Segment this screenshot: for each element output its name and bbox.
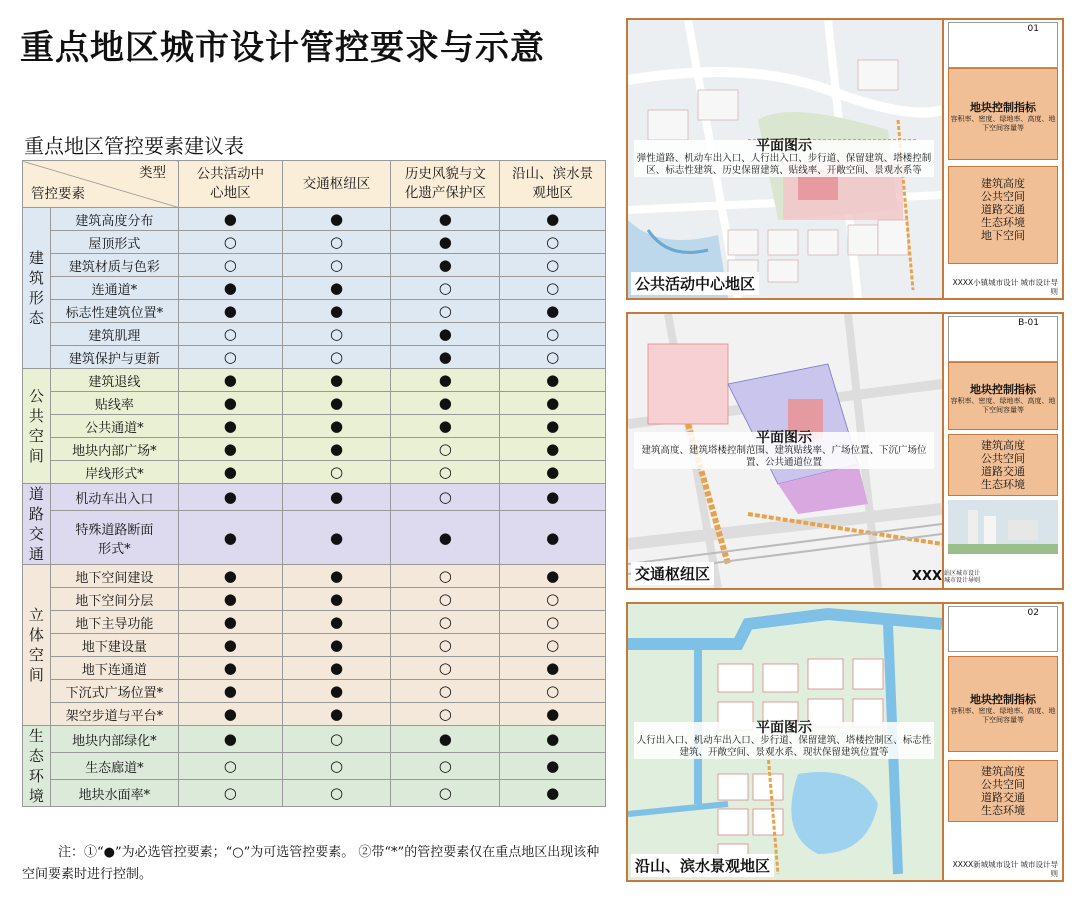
- mark-cell: ●: [282, 208, 391, 231]
- mark-cell: ●: [179, 208, 283, 231]
- mark-cell: ●: [282, 680, 391, 703]
- mark-cell: ●: [282, 438, 391, 461]
- mark-cell: ●: [179, 657, 283, 680]
- mark-cell: ●: [500, 753, 606, 780]
- mark-cell: ●: [179, 726, 283, 753]
- table-row: [23, 231, 606, 254]
- mark-cell: ○: [500, 634, 606, 657]
- plan-legend-box: 平面图示 人行出入口、机动车出入口、步行道、保留建筑、塔楼控制区、标志性建筑、开敞空间、景观水系、现状保留建筑位置等: [634, 722, 934, 759]
- mark-cell: ●: [282, 369, 391, 392]
- mark-cell: ●: [500, 565, 606, 588]
- mark-cell: ○: [282, 753, 391, 780]
- mark-cell: ○: [500, 346, 606, 369]
- mark-cell: ●: [282, 634, 391, 657]
- header-element-label: 管控要素: [31, 186, 85, 202]
- mark-cell: ●: [500, 780, 606, 807]
- control-elements-table: [22, 160, 606, 807]
- mark-cell: ○: [179, 231, 283, 254]
- table-row: [23, 346, 606, 369]
- element-label-cell: 公共通道*: [50, 415, 178, 438]
- mark-cell: ●: [282, 484, 391, 511]
- table-row: [23, 254, 606, 277]
- render-image: [948, 500, 1058, 554]
- mark-cell: ○: [391, 484, 500, 511]
- mark-cell: ●: [282, 657, 391, 680]
- panel-label: 交通枢纽区: [631, 562, 714, 585]
- element-label-cell: 建筑材质与色彩: [50, 254, 178, 277]
- mark-cell: ●: [179, 277, 283, 300]
- category-cell: 建 筑 形 态: [23, 208, 51, 369]
- mark-cell: ●: [282, 565, 391, 588]
- mark-cell: ●: [179, 588, 283, 611]
- table-row: [23, 438, 606, 461]
- table-row: [23, 277, 606, 300]
- mark-cell: ●: [179, 634, 283, 657]
- mark-cell: ●: [179, 461, 283, 484]
- element-label-cell: 地下空间分层: [50, 588, 178, 611]
- mark-cell: ○: [500, 588, 606, 611]
- header-type-label: 类型: [139, 165, 166, 181]
- mark-cell: ○: [391, 300, 500, 323]
- mark-cell: ○: [391, 588, 500, 611]
- mark-cell: ○: [282, 726, 391, 753]
- mark-cell: ○: [179, 753, 283, 780]
- plan-legend-box: 平面图示 弹性道路、机动车出入口、人行出入口、步行道、保留建筑、塔楼控制区、标志性建筑、历史保留建筑、贴线率、开敞空间、景观水系等: [634, 140, 934, 177]
- mark-cell: ○: [282, 254, 391, 277]
- element-label-cell: 屋顶形式: [50, 231, 178, 254]
- category-cell: 道 路 交 通: [23, 484, 51, 565]
- mark-cell: ●: [282, 277, 391, 300]
- mark-cell: ○: [391, 461, 500, 484]
- category-cell: 生 态 环 境: [23, 726, 51, 807]
- mark-cell: ●: [500, 369, 606, 392]
- table-row: [23, 208, 606, 231]
- mark-cell: ○: [391, 680, 500, 703]
- mark-cell: ○: [282, 780, 391, 807]
- mark-cell: ●: [282, 415, 391, 438]
- table-caption: 重点地区管控要素建议表: [24, 134, 244, 158]
- table-row: [23, 588, 606, 611]
- table-row: [23, 780, 606, 807]
- table-row: [23, 300, 606, 323]
- element-label-cell: 地下空间建设: [50, 565, 178, 588]
- element-label-cell: 建筑保护与更新: [50, 346, 178, 369]
- element-label-cell: 地块内部广场*: [50, 438, 178, 461]
- element-label-cell: 建筑肌理: [50, 323, 178, 346]
- mark-cell: ○: [391, 634, 500, 657]
- mark-cell: ○: [500, 323, 606, 346]
- element-label-cell: 地下建设量: [50, 634, 178, 657]
- mark-cell: ●: [391, 726, 500, 753]
- element-label-cell: 地下连通道: [50, 657, 178, 680]
- plan-map: [628, 314, 944, 588]
- mark-cell: ○: [179, 346, 283, 369]
- mark-cell: ●: [179, 392, 283, 415]
- column-header-public-center: 公共活动中 心地区: [179, 161, 283, 208]
- panel-sidebar: [944, 314, 1062, 588]
- element-label-cell: 建筑退线: [50, 369, 178, 392]
- element-label-cell: 连通道*: [50, 277, 178, 300]
- column-header-heritage: 历史风貌与文 化遗产保护区: [391, 161, 500, 208]
- mark-cell: ●: [500, 415, 606, 438]
- mark-cell: ○: [391, 753, 500, 780]
- mark-cell: ●: [500, 461, 606, 484]
- element-label-cell: 标志性建筑位置*: [50, 300, 178, 323]
- page-title: 重点地区城市设计管控要求与示意: [20, 28, 545, 68]
- brand-subtext: 站区城市设计 城市设计导则: [944, 570, 981, 584]
- mark-cell: ●: [391, 323, 500, 346]
- table-row: [23, 657, 606, 680]
- mark-cell: ●: [179, 369, 283, 392]
- table-row: [23, 392, 606, 415]
- table-row: [23, 703, 606, 726]
- table-note: 注：①“●”为必选管控要素；“○”为可选管控要素。 ②带“*”的管控要素仅在重点地区出现该种空间要素时进行控制。: [22, 845, 600, 882]
- mark-cell: ○: [500, 277, 606, 300]
- mark-cell: ●: [391, 415, 500, 438]
- element-label-cell: 机动车出入口: [50, 484, 178, 511]
- mark-cell: ●: [179, 415, 283, 438]
- panel-label: 公共活动中心地区: [631, 272, 759, 295]
- mark-cell: ○: [500, 611, 606, 634]
- mark-cell: ○: [282, 231, 391, 254]
- mark-cell: ○: [391, 657, 500, 680]
- mark-cell: ○: [179, 780, 283, 807]
- mark-cell: ●: [282, 588, 391, 611]
- mark-cell: ○: [500, 231, 606, 254]
- mark-cell: ●: [500, 703, 606, 726]
- mark-cell: ●: [500, 208, 606, 231]
- mark-cell: ●: [391, 208, 500, 231]
- sheet-title-block: 02: [948, 606, 1058, 652]
- mark-cell: ●: [179, 703, 283, 726]
- mark-cell: ●: [500, 392, 606, 415]
- table-row: [23, 484, 606, 511]
- mark-cell: ●: [500, 726, 606, 753]
- mark-cell: ●: [282, 392, 391, 415]
- plan-map: [628, 604, 944, 880]
- mark-cell: ●: [179, 300, 283, 323]
- panel-sidebar: [944, 604, 1062, 880]
- element-label-cell: 地下主导功能: [50, 611, 178, 634]
- control-elements-box: 建筑高度 公共空间 道路交通 生态环境: [948, 760, 1058, 822]
- mark-cell: ●: [179, 565, 283, 588]
- mark-cell: ●: [500, 657, 606, 680]
- element-label-cell: 生态廊道*: [50, 753, 178, 780]
- panel-transport-hub: [626, 312, 1064, 590]
- sheet-footer: XXXX小镇城市设计 城市设计导则: [952, 278, 1058, 296]
- panel-sidebar: [944, 20, 1062, 298]
- mark-cell: ●: [500, 511, 606, 565]
- mark-cell: ○: [282, 323, 391, 346]
- element-label-cell: 地块水面率*: [50, 780, 178, 807]
- header-diagonal-cell: [23, 161, 179, 208]
- table-row: [23, 753, 606, 780]
- control-indicator-box: 地块控制指标 容积率、密度、绿地率、高度、地下空间容量等: [948, 68, 1058, 160]
- sheet-title-block: B-01: [948, 316, 1058, 362]
- mark-cell: ●: [179, 611, 283, 634]
- element-label-cell: 建筑高度分布: [50, 208, 178, 231]
- plan-map: [628, 20, 944, 298]
- mark-cell: ○: [282, 346, 391, 369]
- element-label-cell: 下沉式广场位置*: [50, 680, 178, 703]
- mark-cell: ●: [391, 511, 500, 565]
- panel-public-center: [626, 18, 1064, 300]
- mark-cell: ●: [179, 511, 283, 565]
- table-row: [23, 461, 606, 484]
- mark-cell: ●: [391, 346, 500, 369]
- control-indicator-box: 地块控制指标 容积率、密度、绿地率、高度、地下空间容量等: [948, 656, 1058, 752]
- table-row: [23, 611, 606, 634]
- mark-cell: ○: [391, 438, 500, 461]
- element-label-cell: 特殊道路断面 形式*: [50, 511, 178, 565]
- brand-text: XXX: [911, 569, 942, 584]
- mark-cell: ○: [391, 611, 500, 634]
- mark-cell: ●: [391, 254, 500, 277]
- column-header-landscape: 沿山、滨水景 观地区: [500, 161, 606, 208]
- table-row: [23, 511, 606, 565]
- mark-cell: ○: [179, 254, 283, 277]
- element-label-cell: 岸线形式*: [50, 461, 178, 484]
- mark-cell: ○: [391, 565, 500, 588]
- mark-cell: ○: [282, 461, 391, 484]
- plan-legend-box: 平面图示 建筑高度、建筑塔楼控制范围、建筑贴线率、广场位置、下沉广场位置、公共通道位置: [634, 432, 934, 469]
- mark-cell: ●: [500, 300, 606, 323]
- mark-cell: ○: [391, 277, 500, 300]
- mark-cell: ●: [179, 680, 283, 703]
- sheet-title-block: 01: [948, 22, 1058, 68]
- mark-cell: ○: [391, 780, 500, 807]
- table-row: [23, 565, 606, 588]
- mark-cell: ●: [179, 484, 283, 511]
- element-label-cell: 贴线率: [50, 392, 178, 415]
- category-cell: 公 共 空 间: [23, 369, 51, 484]
- element-label-cell: 架空步道与平台*: [50, 703, 178, 726]
- table-row: [23, 369, 606, 392]
- mark-cell: ○: [391, 703, 500, 726]
- mark-cell: ●: [282, 511, 391, 565]
- table-row: [23, 726, 606, 753]
- mark-cell: ●: [500, 484, 606, 511]
- mark-cell: ●: [282, 703, 391, 726]
- mark-cell: ●: [500, 438, 606, 461]
- mark-cell: ○: [500, 254, 606, 277]
- panel-landscape: [626, 602, 1064, 882]
- mark-cell: ●: [282, 611, 391, 634]
- category-cell: 立 体 空 间: [23, 565, 51, 726]
- mark-cell: ●: [391, 369, 500, 392]
- mark-cell: ●: [391, 231, 500, 254]
- table-row: [23, 680, 606, 703]
- control-indicator-box: 地块控制指标 容积率、密度、绿地率、高度、地下空间容量等: [948, 362, 1058, 430]
- control-elements-box: 建筑高度 公共空间 道路交通 生态环境: [948, 434, 1058, 496]
- mark-cell: ●: [179, 438, 283, 461]
- mark-cell: ●: [391, 392, 500, 415]
- mark-cell: ○: [500, 680, 606, 703]
- table-row: [23, 415, 606, 438]
- element-label-cell: 地块内部绿化*: [50, 726, 178, 753]
- control-elements-box: 建筑高度 公共空间 道路交通 生态环境 地下空间: [948, 166, 1058, 264]
- mark-cell: ●: [282, 300, 391, 323]
- panel-label: 沿山、滨水景观地区: [631, 854, 774, 877]
- column-header-transport-hub: 交通枢纽区: [282, 161, 391, 208]
- table-row: [23, 323, 606, 346]
- mark-cell: ○: [179, 323, 283, 346]
- sheet-footer: XXXX新城城市设计 城市设计导则: [952, 860, 1058, 878]
- table-row: [23, 634, 606, 657]
